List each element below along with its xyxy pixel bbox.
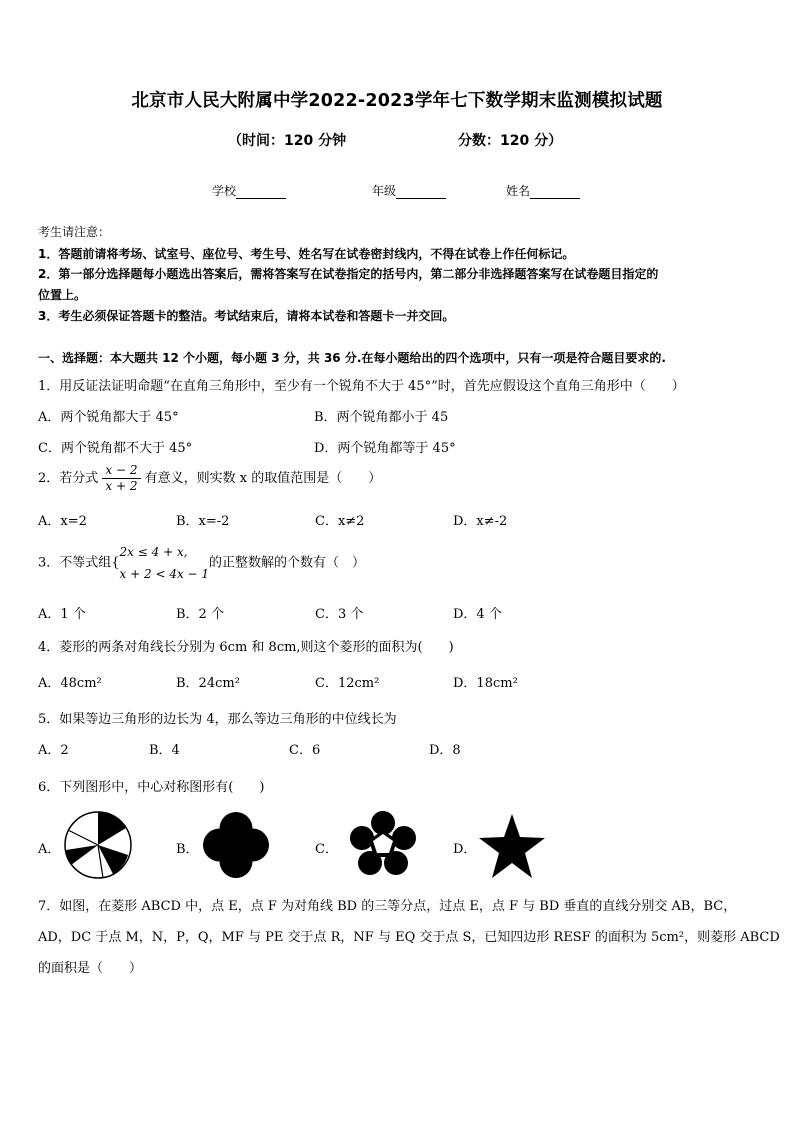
question-3-pre: 3．不等式组{ xyxy=(38,555,120,571)
question-2-post: 有意义，则实数 x 的取值范围是（ ） xyxy=(144,471,382,486)
question-2-option-c: C．x≠2 xyxy=(315,514,365,529)
question-2-option-a: A．x=2 xyxy=(38,514,87,529)
name-field xyxy=(506,182,580,199)
question-5-stem: 5．如果等边三角形的边长为 4，那么等边三角形的中位线长为 xyxy=(38,712,397,727)
question-1-option-b: B．两个锐角都小于 45 xyxy=(314,410,449,425)
notice-item-1: 1．答题前请将考场、试室号、座位号、考生号、姓名写在试卷密封线内，不得在试卷上作任何标记。 xyxy=(38,247,575,261)
exam-time: （时间：120 分钟 xyxy=(228,133,347,149)
question-2-pre: 2．若分式 xyxy=(38,471,99,486)
question-5-option-c: C．6 xyxy=(289,743,321,758)
question-7-line-1: 7．如图，在菱形 ABCD 中，点 E，点 F 为对角线 BD 的三等分点，过点 E，点 F 与 BD 垂直的直线分别交 AB，BC， xyxy=(38,899,737,914)
question-4-stem: 4．菱形的两条对角线长分别为 6cm 和 8cm,则这个菱形的面积为( ) xyxy=(38,640,454,655)
fraction-numerator: x − 2 xyxy=(102,463,140,479)
figure-d-star-icon xyxy=(477,812,547,880)
name-label: 姓名 xyxy=(506,184,531,198)
school-field xyxy=(212,182,286,199)
question-4-option-c: C．12cm² xyxy=(315,676,380,691)
section-heading: 一、选择题：本大题共 12 个小题，每小题 3 分，共 36 分.在每小题给出的四个选项中，只有一项是符合题目要求的. xyxy=(38,351,666,365)
question-4-option-a: A．48cm² xyxy=(38,676,102,691)
figure-b-pinwheel-icon xyxy=(201,810,271,880)
inequality-1: 2x ≤ 4 + x, xyxy=(119,545,188,559)
question-3-post: 的正整数解的个数有（ ） xyxy=(209,555,366,571)
inequality-system xyxy=(120,541,210,585)
question-2-stem xyxy=(38,463,381,494)
question-6-stem: 6．下列图形中，中心对称图形有( ) xyxy=(38,780,265,795)
grade-label: 年级 xyxy=(372,184,397,198)
question-1-option-a: A．两个锐角都大于 45° xyxy=(38,410,179,425)
exam-score: 分数：120 分） xyxy=(458,133,563,149)
question-6-option-c: C． xyxy=(315,842,338,857)
question-7-line-3: 的面积是（ ） xyxy=(38,961,143,976)
question-7-line-2: AD，DC 于点 M，N，P，Q，MF 与 PE 交于点 R，NF 与 EQ 交于点 S，已知四边形 RESF 的面积为 5cm²，则菱形 ABCD xyxy=(38,930,780,945)
figure-a-circle-sectors-icon xyxy=(63,810,133,880)
figure-c-pentagon-flower-icon xyxy=(348,810,418,880)
school-label: 学校 xyxy=(212,184,237,198)
grade-field xyxy=(372,182,446,199)
question-4-option-b: B．24cm² xyxy=(176,676,240,691)
question-3-option-a: A．1 个 xyxy=(38,607,86,622)
inequality-2: x + 2 < 4x − 1 xyxy=(119,567,210,581)
notice-heading: 考生请注意： xyxy=(38,225,111,239)
exam-title: 北京市人民大附属中学2022-2023学年七下数学期末监测模拟试题 xyxy=(131,91,663,111)
question-6-option-a: A． xyxy=(38,842,61,857)
notice-item-2: 2．第一部分选择题每小题选出答案后，需将答案写在试卷指定的括号内，第二部分非选择题答案写在试卷题目指定的 xyxy=(38,267,659,281)
question-6-option-d: D． xyxy=(453,842,477,857)
question-5-option-a: A．2 xyxy=(38,743,69,758)
fraction-denominator: x + 2 xyxy=(105,479,138,493)
question-1-stem: 1．用反证法证明命题“在直角三角形中，至少有一个锐角不大于 45°”时，首先应假设这个直角三角形中（ ） xyxy=(38,379,685,394)
question-1-option-d: D．两个锐角都等于 45° xyxy=(314,441,456,456)
question-4-option-d: D．18cm² xyxy=(453,676,518,691)
question-3-option-c: C．3 个 xyxy=(315,607,364,622)
question-3-stem xyxy=(38,541,365,585)
question-2-option-d: D．x≠-2 xyxy=(453,514,508,529)
question-3-option-b: B．2 个 xyxy=(176,607,224,622)
question-3-option-d: D．4 个 xyxy=(453,607,502,622)
question-2-option-b: B．x=-2 xyxy=(176,514,230,529)
question-1-option-c: C．两个锐角都不大于 45° xyxy=(38,441,193,456)
question-5-option-d: D．8 xyxy=(429,743,461,758)
notice-item-3: 3．考生必须保证答题卡的整洁。考试结束后，请将本试卷和答题卡一并交回。 xyxy=(38,309,455,323)
question-2-fraction xyxy=(102,463,140,494)
question-6-option-b: B． xyxy=(176,842,199,857)
question-5-option-b: B．4 xyxy=(149,743,180,758)
notice-item-2-cont: 位置上。 xyxy=(38,288,87,302)
